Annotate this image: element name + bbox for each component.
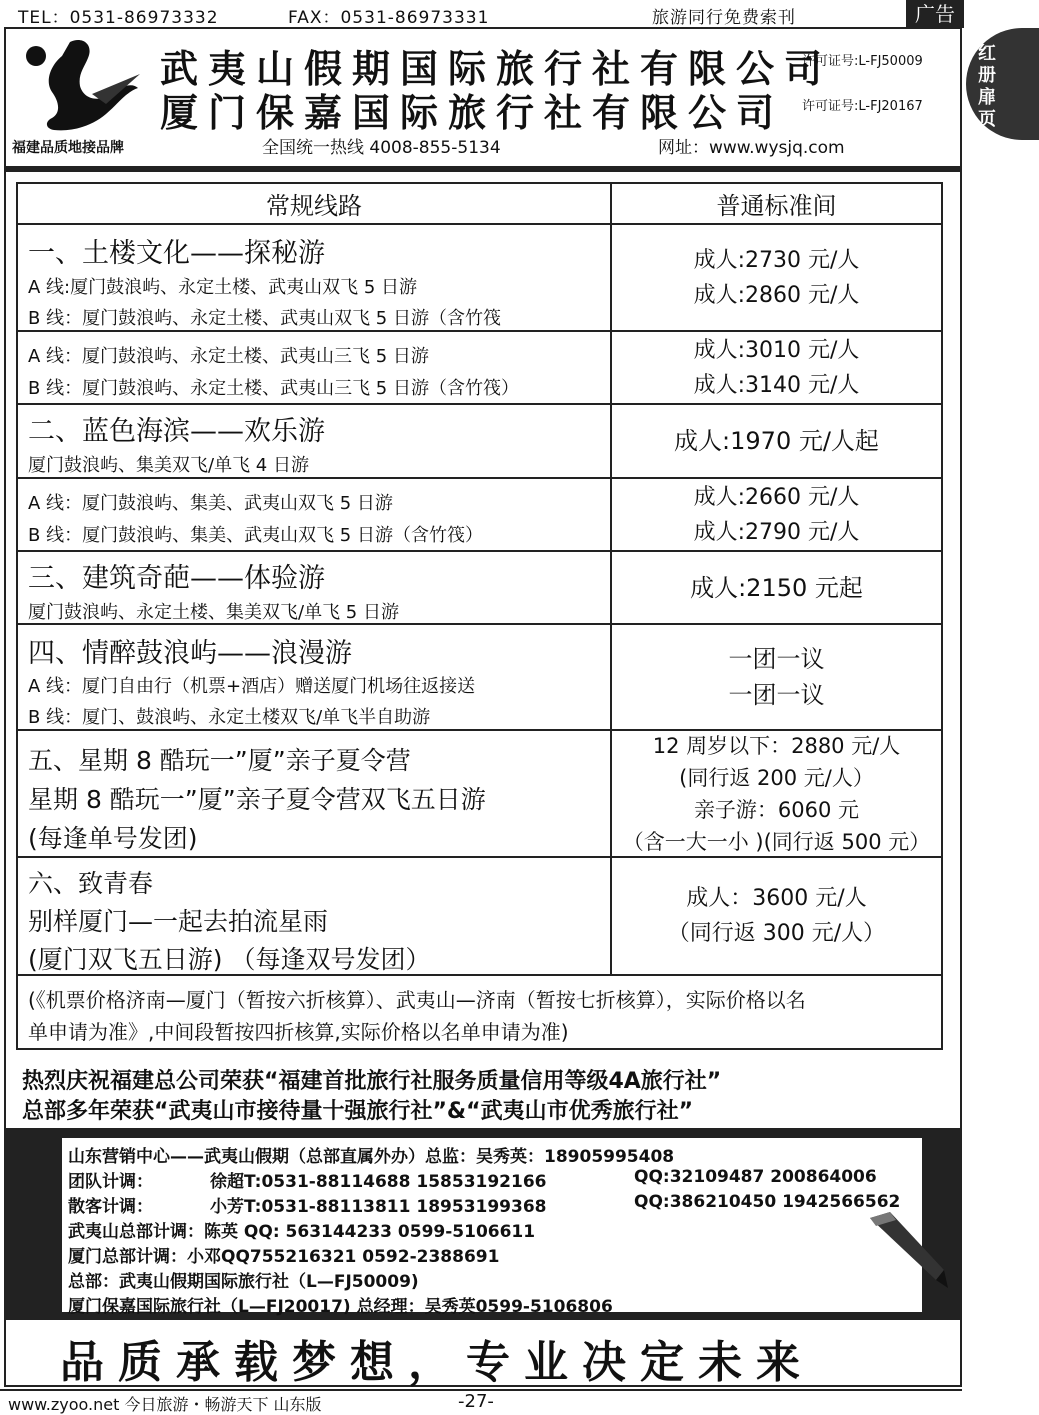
company-logo-icon (22, 34, 142, 144)
table-row (18, 405, 941, 479)
route-line: B 线：厦门鼓浪屿、永定土楼、武夷山三飞 5 日游（含竹筏） (28, 378, 519, 399)
price: (同行返 200 元/人） (679, 765, 874, 790)
publication-name: 旅游同行免费索刊 (652, 8, 796, 28)
price: 成人:2660 元/人 (693, 484, 860, 510)
footer-site: www.zyoo.net 今日旅游・畅游天下 山东版 (8, 1395, 322, 1414)
price: 成人:2860 元/人 (693, 282, 860, 308)
route-line: A 线：厦门自由行（机票+酒店）赠送厦门机场往返接送 (28, 676, 476, 697)
route-line: A 线:厦门鼓浪屿、永定土楼、武夷山双飞 5 日游 (28, 277, 417, 298)
price: 12 周岁以下：2880 元/人 (652, 733, 901, 758)
pen-icon (860, 1210, 950, 1290)
price: 亲子游：6060 元 (693, 797, 860, 822)
wys-contact: 武夷山总部计调：陈英 QQ: 563144233 0599-5106611 (68, 1222, 536, 1242)
fax-number: FAX：0531-86973331 (288, 8, 490, 28)
route-title: 一、土楼文化——探秘游 (28, 238, 325, 269)
route-line: 五、星期 8 酷玩一”厦”亲子夏令营 (28, 746, 411, 775)
route-title: 四、情醉鼓浪屿——浪漫游 (28, 638, 352, 669)
page-number: -27- (458, 1391, 494, 1412)
route-line: 别样厦门—一起去拍流星雨 (28, 907, 329, 936)
hotline: 全国统一热线 4008-855-5134 (262, 138, 501, 158)
celebration-line: 热烈庆祝福建总公司荣获“福建首批旅行社服务质量信用等级4A旅行社” (22, 1069, 722, 1094)
company-name-2: 厦门保嘉国际旅行社有限公司 (160, 91, 785, 135)
celebration-line: 总部多年荣获“武夷山市接待量十强旅行社”&“武夷山市优秀旅行社” (22, 1099, 694, 1124)
table-row (18, 332, 941, 405)
price: 一团一议 (728, 681, 825, 709)
route-line: B 线：厦门鼓浪屿、集美、武夷山双飞 5 日游（含竹筏） (28, 525, 483, 546)
marketing-center: 山东营销中心——武夷山假期（总部直属外办）总监：吴秀英：18905995408 (68, 1147, 675, 1167)
contact-block (6, 1128, 961, 1320)
tel-number: TEL：0531-86973332 (18, 8, 219, 28)
table-row (18, 625, 941, 731)
website: 网址：www.wysjq.com (658, 138, 845, 158)
xm-company-info: 厦门保嘉国际旅行社（L—FJ20017) 总经理：吴秀英0599-5106806 (68, 1297, 613, 1317)
logo-caption: 福建品质地接品牌 (12, 140, 124, 156)
table-row (18, 858, 941, 976)
table-row (18, 479, 941, 552)
license-2: 许可证号:L-FJ20167 (802, 99, 923, 114)
fit-label: 散客计调： (68, 1197, 153, 1217)
team-label: 团队计调： (68, 1172, 153, 1192)
route-title: 二、蓝色海滨——欢乐游 (28, 416, 325, 447)
slogan: 品质承载梦想，专业决定未来 (60, 1337, 814, 1388)
hq-info: 总部：武夷山假期国际旅行社（L—FJ50009) (68, 1272, 419, 1292)
side-tab-char: 红 (978, 43, 996, 64)
route-line: 厦门鼓浪屿、永定土楼、集美双飞/单飞 5 日游 (28, 602, 399, 623)
route-line: A 线：厦门鼓浪屿、永定土楼、武夷山三飞 5 日游 (28, 346, 429, 367)
price-note (18, 976, 941, 1048)
fit-qq: QQ:386210450 1942566562 (634, 1192, 901, 1212)
table-header (18, 184, 941, 225)
table-row (18, 225, 941, 332)
price: （含一大一小 )(同行返 500 元） (622, 829, 931, 854)
header-route: 常规线路 (266, 192, 362, 220)
team-contact: 徐超T:0531-88114688 15853192166 (210, 1172, 547, 1192)
team-qq: QQ:32109487 200864006 (634, 1167, 877, 1187)
route-line: 六、致青春 (28, 869, 154, 898)
route-line: 星期 8 酷玩一”厦”亲子夏令营双飞五日游 (28, 785, 486, 814)
xm-contact: 厦门总部计调：小邓QQ755216321 0592-2388691 (68, 1247, 500, 1267)
header-price: 普通标准间 (716, 192, 837, 220)
company-name-1: 武夷山假期国际旅行社有限公司 (160, 47, 833, 91)
price: 一团一议 (728, 645, 825, 673)
route-line: (每逢单号发团) (28, 824, 198, 853)
price: 成人:2790 元/人 (693, 519, 860, 545)
header-divider (6, 166, 961, 172)
route-title: 三、建筑奇葩——体验游 (28, 563, 325, 594)
pricing-table (16, 182, 943, 1050)
price: 成人:3140 元/人 (693, 372, 860, 398)
price: （同行返 300 元/人） (667, 921, 886, 946)
table-row (18, 552, 941, 625)
route-line: B 线：厦门、鼓浪屿、永定土楼双飞/单飞半自助游 (28, 707, 431, 728)
fit-contact: 小芳T:0531-88113811 18953199368 (210, 1197, 547, 1217)
note-line: 单申请为准》,中间段暂按四折核算,实际价格以名单申请为准) (28, 1020, 569, 1044)
route-line: 厦门鼓浪屿、集美双飞/单飞 4 日游 (28, 455, 309, 476)
price: 成人:1970 元/人起 (674, 427, 879, 455)
side-tab-char: 页 (978, 109, 996, 130)
price: 成人:2730 元/人 (693, 247, 860, 273)
ad-label: 广告 (906, 0, 964, 28)
side-tab-char: 册 (978, 65, 996, 86)
price: 成人：3600 元/人 (686, 886, 867, 911)
side-tab-char: 扉 (978, 87, 996, 108)
table-row (18, 731, 941, 858)
side-tab (966, 28, 1039, 140)
price: 成人:2150 元起 (690, 573, 863, 602)
route-line: (厦门双飞五日游) （每逢双号发团） (28, 945, 431, 974)
route-line: B 线：厦门鼓浪屿、永定土楼、武夷山双飞 5 日游（含竹筏 (28, 308, 501, 329)
price: 成人:3010 元/人 (693, 337, 860, 363)
note-line: (《机票价格济南—厦门（暂按六折核算）、武夷山—济南（暂按七折核算），实际价格以名 (28, 988, 806, 1012)
route-line: A 线：厦门鼓浪屿、集美、武夷山双飞 5 日游 (28, 493, 393, 514)
license-1: 许可证号:L-FJ50009 (802, 54, 923, 69)
